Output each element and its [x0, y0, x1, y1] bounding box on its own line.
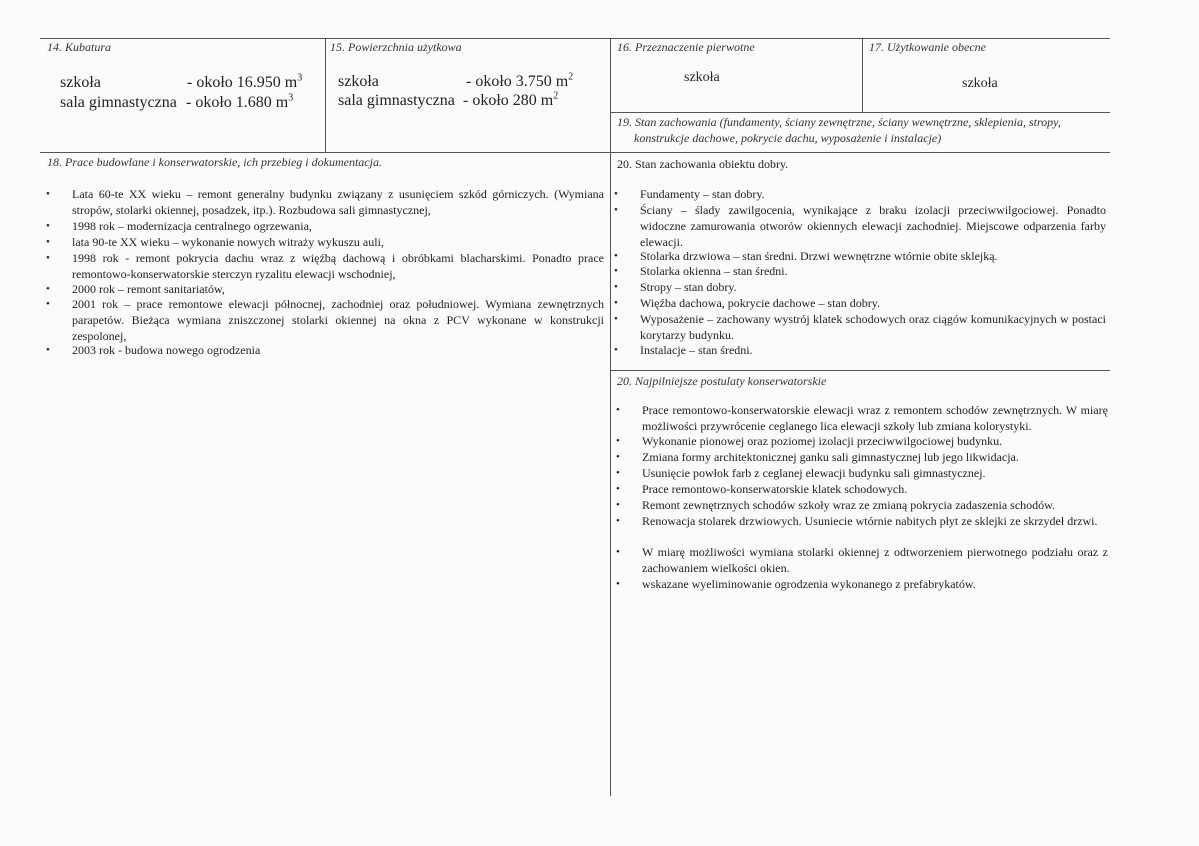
bullet-icon: • [46, 283, 50, 295]
prace-item: • 2000 rok – remont sanitariatów, [46, 282, 225, 296]
powierzchnia-row1-label: szkoła [338, 73, 379, 90]
postulaty-item: • Wykonanie pionowej oraz poziomej izolacji przeciwwilgociowej budynku. [616, 434, 1003, 448]
stan-item: • Ściany – ślady zawilgocenia, wynikające z braku izolacji przeciwwilgociowej. Ponadto widoczne zamurowania otworów okiennych elewacji zachodniej. Miejscowe odparzenia farby elewacji. [614, 203, 1106, 249]
bullet-icon: • [614, 265, 618, 277]
prace-item: • 1998 rok – modernizacja centralnego ogrzewania, [46, 219, 312, 233]
prace-item: • 1998 rok - remont pokrycia dachu wraz z więźbą dachową i obróbkami blacharskimi. Ponadto prace remontowo-konserwatorskie sterczyn ryzalitu elewacji wschodniej, [46, 251, 604, 281]
stan-item: • Wyposażenie – zachowany wystrój klatek schodowych oraz ciągów komunikacyjnych w postaci korytarzy budynku. [614, 312, 1106, 342]
uzytkowanie-value: szkoła [962, 76, 998, 91]
stan-title-line2: konstrukcje dachowe, pokrycie dachu, wyposażenie i instalacje) [634, 131, 942, 145]
postulaty-item: • Zmiana formy architektonicznej ganku sali gimnastycznej lub jego likwidacja. [616, 450, 1019, 464]
divider-przez-uzyt [862, 38, 863, 112]
powierzchnia-row2-value: - około 280 $m^2$ [463, 90, 559, 109]
prace-item: • lata 90-te XX wieku – wykonanie nowych witraży wykuszu auli, [46, 235, 384, 249]
postulaty-item: • W miarę możliwości wymiana stolarki okiennej z odtworzeniem pierwotnego podziału oraz z zachowaniem wielkości okien. [616, 545, 1108, 575]
right-section-divider [611, 152, 1110, 153]
prace-item: • 2001 rok – prace remontowe elewacji północnej, zachodniej oraz południowej. Wymiana zewnętrznych parapetów. Bieżąca wymiana zniszczonej stolarki okiennej na okna z PCV wykonane w konstrukcji zespolonej, [46, 297, 604, 343]
right-row-divider [611, 112, 1110, 113]
left-row-divider [40, 152, 610, 153]
bullet-icon: • [616, 515, 620, 527]
stan-title-line1: 19. Stan zachowania (fundamenty, ściany zewnętrzne, ściany wewnętrzne, sklepienia, stropy, [617, 115, 1061, 129]
kubatura-row2-label: sala gimnastyczna [60, 94, 177, 111]
bullet-icon: • [46, 344, 50, 356]
stan-item: • Stolarka drzwiowa – stan średni. Drzwi wewnętrzne wtórnie obite sklejką. [614, 249, 998, 263]
stan-item: • Stropy – stan dobry. [614, 280, 737, 294]
top-border [40, 38, 1110, 39]
stan-summary: 20. Stan zachowania obiektu dobry. [617, 157, 789, 171]
powierzchnia-row2-label: sala gimnastyczna [338, 92, 455, 109]
prace-item: • Lata 60-te XX wieku – remont generalny budynku związany z usunięciem szkód górniczych. (Wymiana stropów, stolarki okiennej, posadzek, itp.). Rozbudowa sali gimnastycznej, [46, 187, 604, 217]
bullet-icon: • [616, 578, 620, 590]
postulaty-title: 20. Najpilniejsze postulaty konserwatorskie [617, 374, 827, 388]
bullet-icon: • [616, 483, 620, 495]
bullet-icon: • [616, 404, 620, 416]
bullet-icon: • [614, 344, 618, 356]
postulaty-item: • wskazane wyeliminowanie ogrodzenia wykonanego z prefabrykatów. [616, 577, 976, 591]
bullet-icon: • [616, 451, 620, 463]
postulaty-item: • Prace remontowo-konserwatorskie elewacji wraz z remontem schodów zewnętrznych. W miarę możliwości przywrócenie ceglanego lica elewacji szkoły lub zmiana kolorystyki. [616, 403, 1108, 433]
postulaty-item: • Remont zewnętrznych schodów szkoły wraz ze zmianą pokrycia zadaszenia schodów. [616, 498, 1056, 512]
bullet-icon: • [616, 467, 620, 479]
kubatura-row2-value: - około 1.680 $m^3$ [186, 92, 294, 111]
stan-item: • Więźba dachowa, pokrycie dachowe – stan dobry. [614, 296, 880, 310]
divider-kub-pow [325, 38, 326, 152]
przeznaczenie-value: szkoła [684, 70, 720, 85]
postulaty-item: • Prace remontowo-konserwatorskie klatek schodowych. [616, 482, 908, 496]
bullet-icon: • [46, 188, 50, 200]
powierzchnia-row1-value: - około 3.750 $m^2$ [466, 71, 574, 90]
bullet-icon: • [46, 220, 50, 232]
bullet-icon: • [46, 252, 50, 264]
stan-item: • Instalacje – stan średni. [614, 343, 753, 357]
kubatura-title: 14. Kubatura [47, 40, 112, 54]
stan-item: • Stolarka okienna – stan średni. [614, 264, 788, 278]
bullet-icon: • [46, 298, 50, 310]
bullet-icon: • [614, 281, 618, 293]
bullet-icon: • [614, 250, 618, 262]
postulaty-item: • Renowacja stolarek drzwiowych. Usuniecie wtórnie nabitych płyt ze sklejki ze skrzydeł drzwi. [616, 514, 1098, 528]
stan-item: • Fundamenty – stan dobry. [614, 187, 765, 201]
bullet-icon: • [46, 236, 50, 248]
bullet-icon: • [614, 204, 618, 216]
bullet-icon: • [616, 546, 620, 558]
kubatura-row1-label: szkoła [60, 74, 101, 91]
powierzchnia-title: 15. Powierzchnia użytkowa [330, 40, 462, 54]
prace-item: • 2003 rok - budowa nowego ogrodzenia [46, 343, 261, 357]
prace-title: 18. Prace budowlane i konserwatorskie, ich przebieg i dokumentacja. [47, 155, 382, 169]
przeznaczenie-title: 16. Przeznaczenie pierwotne [617, 40, 755, 54]
bullet-icon: • [616, 435, 620, 447]
bullet-icon: • [616, 499, 620, 511]
postulaty-item: • Usunięcie powłok farb z ceglanej elewacji budynku sali gimnastycznej. [616, 466, 986, 480]
bullet-icon: • [614, 188, 618, 200]
uzytkowanie-title: 17. Użytkowanie obecne [869, 40, 986, 54]
kubatura-row1-value: - około 16.950 $m^3$ [187, 72, 303, 91]
postulaty-divider [611, 370, 1110, 371]
bullet-icon: • [614, 313, 618, 325]
bullet-icon: • [614, 297, 618, 309]
